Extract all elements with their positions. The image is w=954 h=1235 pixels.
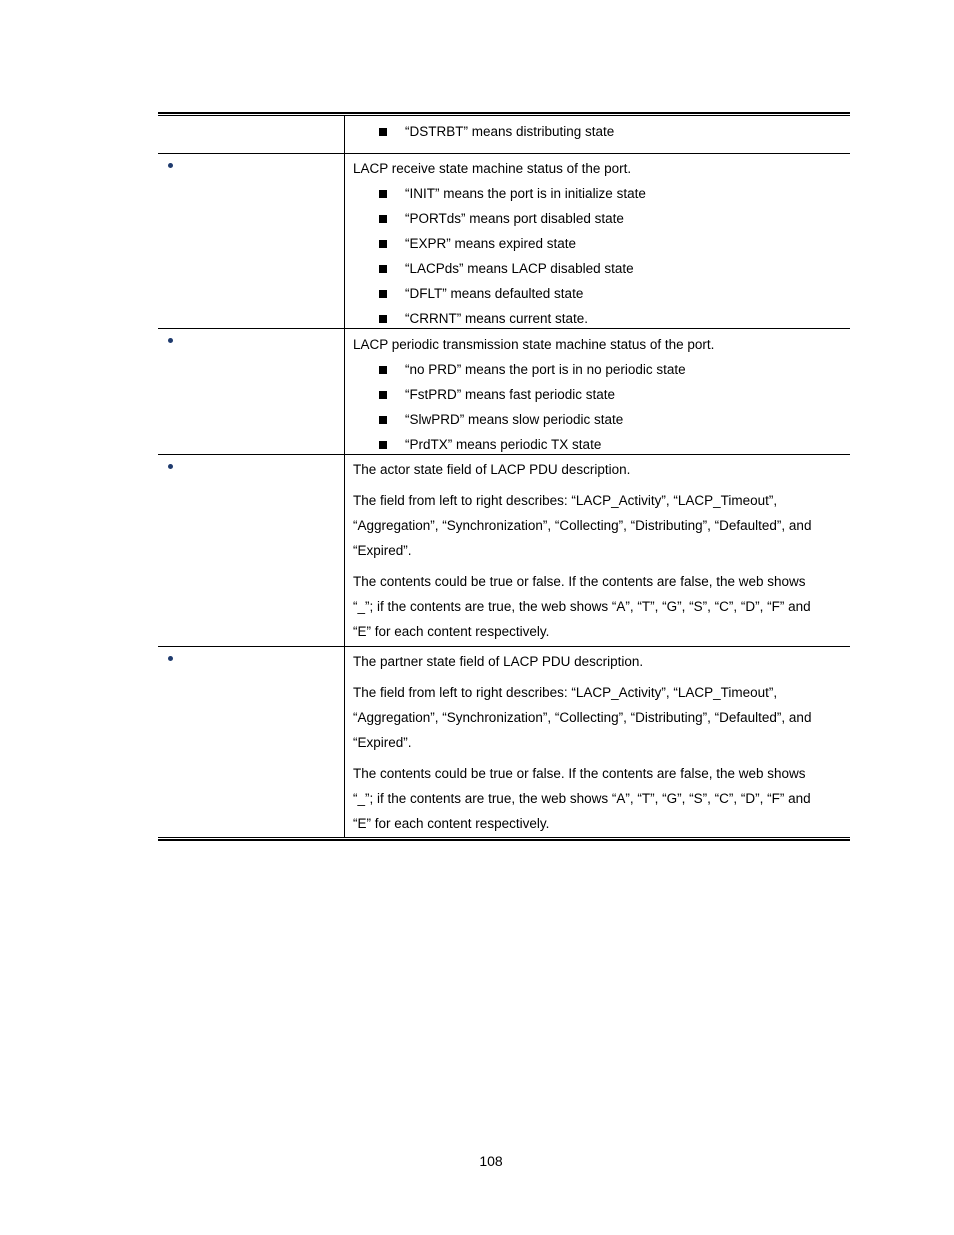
page-number: 108 xyxy=(479,1153,503,1169)
table-row xyxy=(158,647,850,837)
description-cell xyxy=(345,154,850,328)
bullet-dot-icon xyxy=(168,464,173,469)
description-paragraph: The field from left to right describes: “LACP_Activity”, “LACP_Timeout”, “Aggregation”, “Synchronization”, “Collecting”, “Distributing”, “Defaulted”, and “Expired”. xyxy=(353,685,812,750)
description-paragraph: The contents could be true or false. If the contents are false, the web shows “_”; if the contents are true, the web shows “A”, “T”, “G”, “S”, “C”, “D”, “F” and “E” for each content respectively. xyxy=(353,766,811,831)
square-bullet-icon xyxy=(379,366,387,374)
square-bullet-icon xyxy=(379,391,387,399)
square-bullet-icon xyxy=(379,215,387,223)
description-cell xyxy=(345,116,850,153)
parameter-cell xyxy=(158,154,345,328)
table-row xyxy=(158,154,850,329)
list-item: “LACPds” means LACP disabled state xyxy=(353,256,850,281)
description-paragraph: The actor state field of LACP PDU description. xyxy=(353,462,631,477)
description-cell xyxy=(345,329,850,454)
square-bullet-icon xyxy=(379,441,387,449)
parameter-table xyxy=(158,112,850,841)
description-paragraph: The partner state field of LACP PDU description. xyxy=(353,654,644,669)
table-bottom-rule xyxy=(158,837,850,841)
parameter-cell xyxy=(158,647,345,837)
description-cell xyxy=(345,647,850,837)
square-bullet-icon xyxy=(379,315,387,323)
list-item: “PORTds” means port disabled state xyxy=(353,206,850,231)
square-bullet-icon xyxy=(379,290,387,298)
list-item: “EXPR” means expired state xyxy=(353,231,850,256)
parameter-cell xyxy=(158,116,345,153)
square-bullet-icon xyxy=(379,190,387,198)
square-bullet-icon xyxy=(379,240,387,248)
list-item: “SlwPRD” means slow periodic state xyxy=(353,407,850,432)
bullet-dot-icon xyxy=(168,338,173,343)
table-row xyxy=(158,455,850,647)
parameter-cell xyxy=(158,329,345,454)
square-bullet-icon xyxy=(379,128,387,136)
description-intro: LACP periodic transmission state machine status of the port. xyxy=(353,337,715,352)
list-item: “no PRD” means the port is in no periodic state xyxy=(353,357,850,382)
table-row xyxy=(158,116,850,154)
description-paragraph: The contents could be true or false. If the contents are false, the web shows “_”; if the contents are true, the web shows “A”, “T”, “G”, “S”, “C”, “D”, “F” and “E” for each content respectively. xyxy=(353,574,811,639)
list-item: “DFLT” means defaulted state xyxy=(353,281,850,306)
list-item: “DSTRBT” means distributing state xyxy=(353,119,850,144)
list-item: “PrdTX” means periodic TX state xyxy=(353,432,850,457)
table-row xyxy=(158,329,850,455)
parameter-cell xyxy=(158,455,345,646)
square-bullet-icon xyxy=(379,416,387,424)
description-paragraph: The field from left to right describes: “LACP_Activity”, “LACP_Timeout”, “Aggregation”, “Synchronization”, “Collecting”, “Distributing”, “Defaulted”, and “Expired”. xyxy=(353,493,812,558)
list-item: “INIT” means the port is in initialize state xyxy=(353,181,850,206)
bullet-dot-icon xyxy=(168,656,173,661)
bullet-dot-icon xyxy=(168,163,173,168)
description-intro: LACP receive state machine status of the port. xyxy=(353,161,632,176)
square-bullet-icon xyxy=(379,265,387,273)
description-cell xyxy=(345,455,850,646)
list-item: “FstPRD” means fast periodic state xyxy=(353,382,850,407)
list-item: “CRRNT” means current state. xyxy=(353,306,850,331)
